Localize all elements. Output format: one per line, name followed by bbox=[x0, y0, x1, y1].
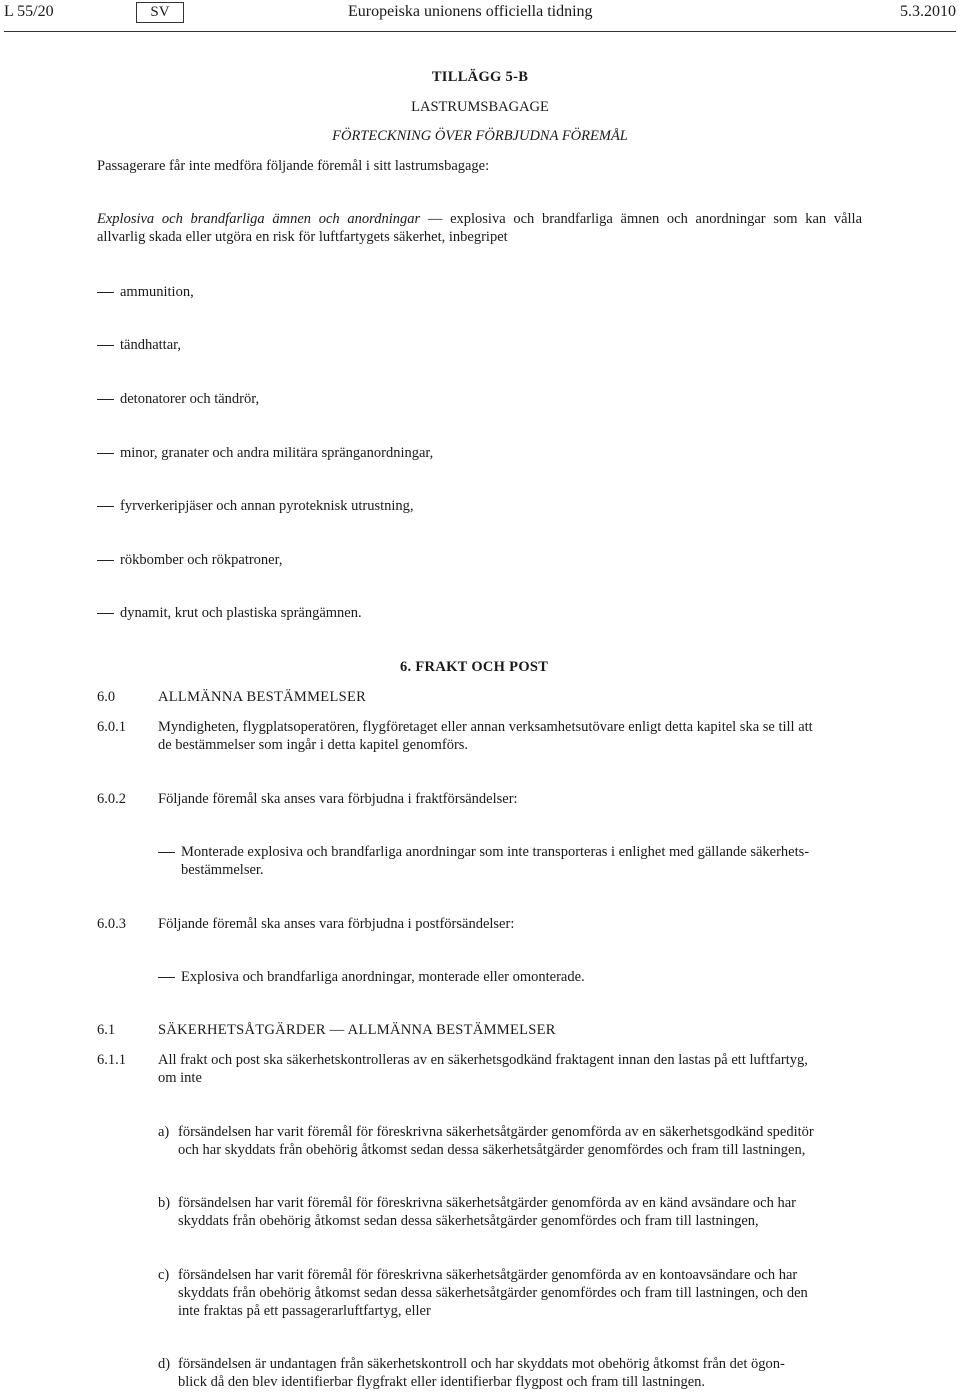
page-reference: L 55/20 bbox=[4, 3, 54, 20]
list-item: ammunition, bbox=[120, 284, 194, 300]
point-label: b) bbox=[158, 1195, 171, 1211]
list-item: detonatorer och tändrör, bbox=[120, 391, 260, 407]
explosives-text: explosiva och brandfarliga ämnen och anordningar som kan vålla bbox=[450, 211, 863, 227]
dash-marker bbox=[97, 399, 114, 400]
point-text-line: och har skyddats från obehörig åtkomst sedan dessa säkerhetsåtgärder genomfördes och fram till lastningen, bbox=[178, 1142, 806, 1158]
explosives-paragraph-line1 bbox=[97, 210, 862, 228]
clause-number: 6.1.1 bbox=[97, 1052, 126, 1068]
clause-text-line: Myndigheten, flygplatsoperatören, flygföretaget eller annan verksamhetsutövare enligt detta kapitel ska se till att bbox=[158, 719, 813, 735]
point-label: d) bbox=[158, 1356, 171, 1372]
point-text-line: försändelsen har varit föremål för föreskrivna säkerhetsåtgärder genomförda av en säkerhetsgodkänd speditör bbox=[178, 1124, 814, 1140]
clause-text-line: All frakt och post ska säkerhetskontrolleras av en säkerhetsgodkänd fraktagent innan den lastas på ett luftfartyg, bbox=[158, 1052, 808, 1068]
dash-marker bbox=[158, 852, 175, 853]
annex-title: TILLÄGG 5-B bbox=[431, 69, 529, 85]
dash-marker bbox=[158, 977, 175, 978]
annex-subtitle: LASTRUMSBAGAGE bbox=[411, 99, 549, 115]
clause-text-line: de bestämmelser som ingår i detta kapitel genomförs. bbox=[158, 737, 469, 753]
point-text-line: försändelsen är undantagen från säkerhetskontroll och har skyddats mot obehörig åtkomst från det ögon- bbox=[178, 1356, 785, 1372]
explosives-term: Explosiva och brandfarliga ämnen och anordningar bbox=[97, 211, 421, 227]
publication-date: 5.3.2010 bbox=[900, 3, 956, 20]
section-title: ALLMÄNNA BESTÄMMELSER bbox=[158, 689, 367, 705]
journal-title: Europeiska unionens officiella tidning bbox=[348, 3, 593, 20]
list-item: rökbomber och rökpatroner, bbox=[120, 552, 283, 568]
clause-number: 6.0.3 bbox=[97, 916, 126, 932]
em-dash: — bbox=[427, 211, 443, 227]
clause-text-line: om inte bbox=[158, 1070, 202, 1086]
point-text-line: skyddats från obehörig åtkomst sedan dessa säkerhetsåtgärder genomfördes och fram till lastningen, bbox=[178, 1213, 759, 1229]
point-label: c) bbox=[158, 1267, 170, 1283]
point-text-line: försändelsen har varit föremål för föreskrivna säkerhetsåtgärder genomförda av en kontoavsändare och har bbox=[178, 1267, 798, 1283]
list-title: FÖRTECKNING ÖVER FÖRBJUDNA FÖREMÅL bbox=[332, 128, 628, 144]
clause-text-line: Följande föremål ska anses vara förbjudna i fraktförsändelser: bbox=[158, 791, 518, 807]
clause-text-line: Följande föremål ska anses vara förbjudna i postförsändelser: bbox=[158, 916, 515, 932]
clause-number: 6.0.1 bbox=[97, 719, 126, 735]
list-item: minor, granater och andra militära spränganordningar, bbox=[120, 445, 434, 461]
explosives-paragraph-line2: allvarlig skada eller utgöra en risk för luftfartygets säkerhet, inbegripet bbox=[97, 229, 508, 245]
section-title: SÄKERHETSÅTGÄRDER — ALLMÄNNA BESTÄMMELSER bbox=[158, 1022, 556, 1038]
list-item: fyrverkeripjäser och annan pyroteknisk utrustning, bbox=[120, 498, 414, 514]
clause-item-line: bestämmelser. bbox=[181, 862, 264, 878]
dash-marker bbox=[97, 560, 114, 561]
section-heading: 6. FRAKT OCH POST bbox=[400, 659, 549, 675]
clause-item-line: Monterade explosiva och brandfarliga anordningar som inte transporteras i enlighet med gällande säkerhets- bbox=[181, 844, 810, 860]
section-number: 6.0 bbox=[97, 689, 116, 705]
clause-item-line: Explosiva och brandfarliga anordningar, monterade eller omonterade. bbox=[181, 969, 585, 985]
list-item: tändhattar, bbox=[120, 337, 182, 353]
dash-marker bbox=[97, 506, 114, 507]
point-text-line: skyddats från obehörig åtkomst sedan dessa säkerhetsåtgärder genomfördes och fram till lastningen, och den bbox=[178, 1285, 808, 1301]
dash-marker bbox=[97, 453, 114, 454]
dash-marker bbox=[97, 613, 114, 614]
clause-number: 6.0.2 bbox=[97, 791, 126, 807]
dash-marker bbox=[97, 345, 114, 346]
point-label: a) bbox=[158, 1124, 170, 1140]
list-item: dynamit, krut och plastiska sprängämnen. bbox=[120, 605, 362, 621]
point-text-line: försändelsen har varit föremål för föreskrivna säkerhetsåtgärder genomförda av en känd avsändare och har bbox=[178, 1195, 796, 1211]
dash-marker bbox=[97, 292, 114, 293]
header-rule bbox=[4, 31, 956, 32]
point-text-line: blick då den blev identifierbar flygfrakt eller identifierbar flygpost och fram till lastningen. bbox=[178, 1374, 706, 1390]
section-number: 6.1 bbox=[97, 1022, 116, 1038]
point-text-line: inte fraktas på ett passagerarluftfartyg, eller bbox=[178, 1303, 431, 1319]
intro-text: Passagerare får inte medföra följande föremål i sitt lastrumsbagage: bbox=[97, 158, 490, 174]
language-badge: SV bbox=[136, 2, 184, 23]
